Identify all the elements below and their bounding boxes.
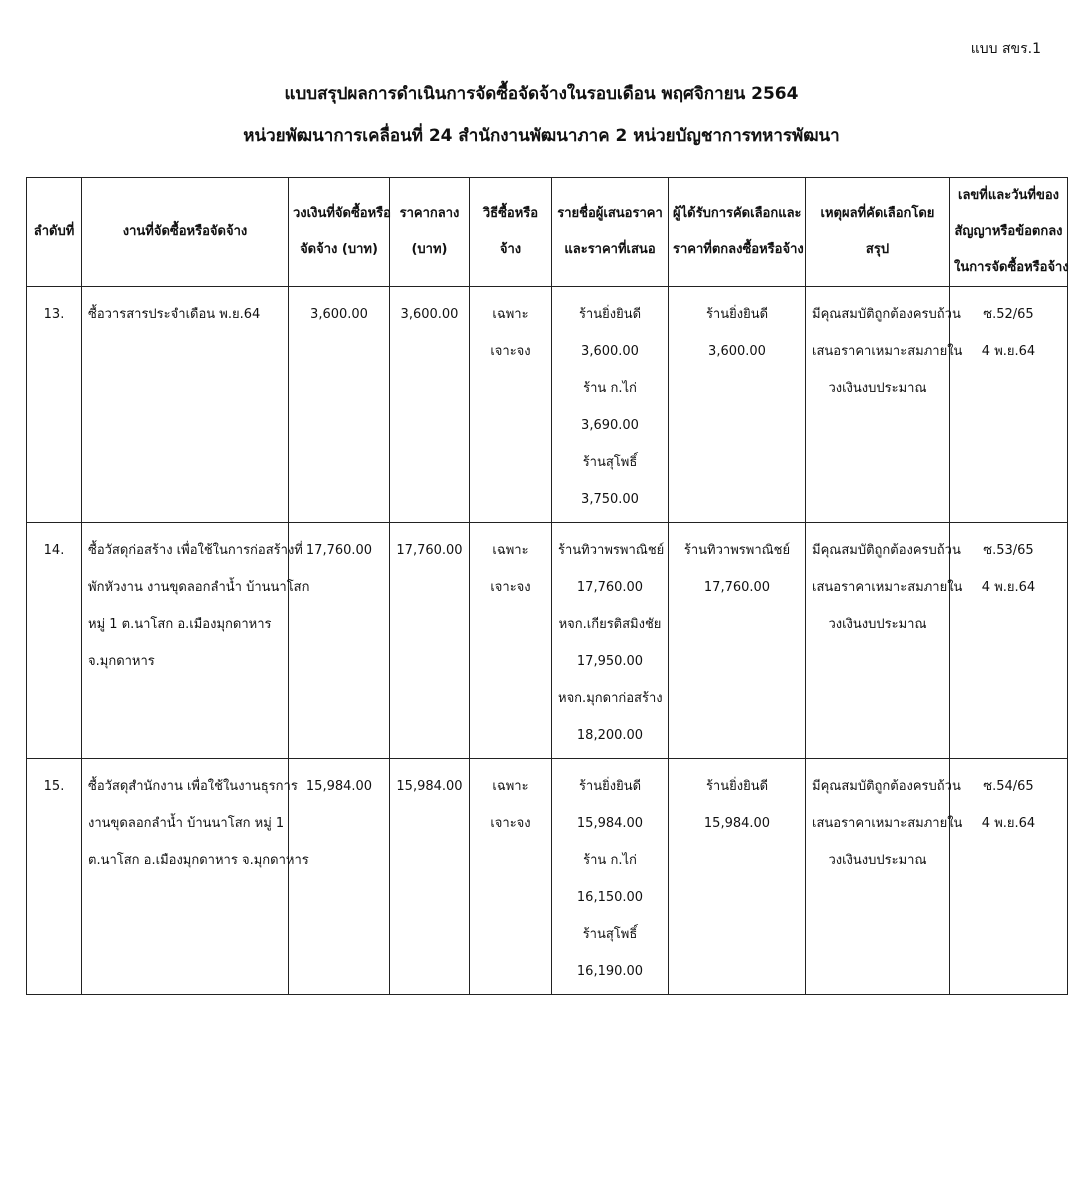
cell-line: และราคาที่เสนอ xyxy=(564,242,656,257)
row-item xyxy=(82,759,309,995)
cell-line: 3,750.00 xyxy=(581,492,639,507)
cell-line: ผู้ได้รับการคัดเลือกและ xyxy=(673,206,802,221)
cell-line: 3,690.00 xyxy=(581,418,639,433)
cell-line: ในการจัดซื้อหรือจ้าง xyxy=(954,260,1069,275)
cell-line: เลขที่และวันที่ของ xyxy=(958,188,1059,203)
row-no: 14. xyxy=(27,523,82,759)
header-item: งานที่จัดซื้อหรือจัดจ้าง xyxy=(82,178,289,287)
header-no: ลำดับที่ xyxy=(27,178,82,287)
cell-line: ร้านยิ่งยินดี xyxy=(705,307,769,322)
cell-line: 15,984.00 xyxy=(576,816,644,831)
row-reason xyxy=(806,759,963,995)
cell-line: 4 พ.ย.64 xyxy=(981,816,1036,831)
cell-line: หจก.เกียรติสมิงชัย xyxy=(558,617,662,632)
row-method: เฉพาะเจาะจง xyxy=(470,287,552,523)
header-method: วิธีซื้อหรือจ้าง xyxy=(470,178,552,287)
row-no: 15. xyxy=(27,759,82,995)
procurement-table xyxy=(26,177,1068,995)
cell-line: ซื้อวัสดุก่อสร้าง เพื่อใช้ในการก่อสร้างที่ xyxy=(88,543,303,558)
report-subtitle: หน่วยพัฒนาการเคลื่อนที่ 24 สำนักงานพัฒนาภาค 2 หน่วยบัญชาการทหารพัฒนา xyxy=(243,126,840,146)
cell-line: ร้านสุโพธิ์ xyxy=(582,455,638,470)
cell-line: เสนอราคาเหมาะสมภายใน xyxy=(812,580,963,595)
row-bidders xyxy=(552,287,669,523)
cell-line: ร้านทิวาพรพาณิชย์ xyxy=(558,543,665,558)
row-budget: 15,984.00 xyxy=(289,759,390,995)
row-median: 3,600.00 xyxy=(390,287,470,523)
report-title: แบบสรุปผลการดำเนินการจัดซื้อจัดจ้างในรอบเดือน พฤศจิกายน 2564 xyxy=(284,84,799,104)
cell-line: วงเงินงบประมาณ xyxy=(828,617,927,632)
cell-line: จัดจ้าง (บาท) xyxy=(300,242,378,257)
header-contract xyxy=(950,178,1068,287)
cell-line: หมู่ 1 ต.นาโสก อ.เมืองมุกดาหาร xyxy=(88,617,272,632)
row-median: 17,760.00 xyxy=(390,523,470,759)
cell-line: ร้าน ก.ไก่ xyxy=(583,853,637,868)
cell-line: งานขุดลอกลำน้ำ บ้านนาโสก หมู่ 1 xyxy=(88,816,285,831)
cell-line: สัญญาหรือข้อตกลง xyxy=(954,224,1063,239)
cell-line: 17,950.00 xyxy=(576,654,644,669)
row-contract xyxy=(950,523,1068,759)
row-method: เฉพาะเจาะจง xyxy=(470,759,552,995)
cell-line: ซ.52/65 xyxy=(983,307,1034,322)
cell-line: ร้านสุโพธิ์ xyxy=(582,927,638,942)
cell-line: วงเงินงบประมาณ xyxy=(828,381,927,396)
header-row xyxy=(27,178,1068,287)
cell-line: ซื้อวารสารประจำเดือน พ.ย.64 xyxy=(88,307,261,322)
cell-line: มีคุณสมบัติถูกต้องครบถ้วน xyxy=(812,307,961,322)
header-winner xyxy=(669,178,806,287)
header-budget xyxy=(289,178,390,287)
table-row xyxy=(27,287,1068,523)
row-winner xyxy=(669,523,806,759)
cell-line: รายชื่อผู้เสนอราคา xyxy=(557,206,663,221)
cell-line: ซ.53/65 xyxy=(983,543,1034,558)
cell-line: ซ.54/65 xyxy=(983,779,1034,794)
cell-line: 4 พ.ย.64 xyxy=(981,344,1036,359)
form-code: แบบ สขร.1 xyxy=(970,41,1041,57)
cell-line: 3,600.00 xyxy=(581,344,639,359)
cell-line: ราคากลาง xyxy=(399,206,460,221)
cell-line: วงเงินที่จัดซื้อหรือ xyxy=(293,206,391,221)
cell-line: 15,984.00 xyxy=(703,816,771,831)
cell-line: มีคุณสมบัติถูกต้องครบถ้วน xyxy=(812,543,961,558)
cell-line: (บาท) xyxy=(411,242,448,257)
header-median xyxy=(390,178,470,287)
cell-line: ร้านยิ่งยินดี xyxy=(578,307,642,322)
row-item xyxy=(82,287,289,523)
cell-line: หจก.มุกดาก่อสร้าง xyxy=(558,691,663,706)
row-bidders xyxy=(552,759,669,995)
row-budget: 17,760.00 xyxy=(289,523,390,759)
row-median: 15,984.00 xyxy=(390,759,470,995)
row-no: 13. xyxy=(27,287,82,523)
row-winner xyxy=(669,287,806,523)
cell-line: 3,600.00 xyxy=(708,344,766,359)
row-reason xyxy=(806,287,963,523)
cell-line: พักหัวงาน งานขุดลอกลำน้ำ บ้านนาโสก xyxy=(88,580,310,595)
header-reason: เหตุผลที่คัดเลือกโดยสรุป xyxy=(806,178,950,287)
cell-line: 17,760.00 xyxy=(703,580,771,595)
cell-line: 16,190.00 xyxy=(576,964,644,979)
row-contract xyxy=(950,287,1068,523)
cell-line: เสนอราคาเหมาะสมภายใน xyxy=(812,344,963,359)
row-winner xyxy=(669,759,806,995)
row-budget: 3,600.00 xyxy=(289,287,390,523)
cell-line: ต.นาโสก อ.เมืองมุกดาหาร จ.มุกดาหาร xyxy=(88,853,309,868)
cell-line: วงเงินงบประมาณ xyxy=(828,853,927,868)
cell-line: 4 พ.ย.64 xyxy=(981,580,1036,595)
row-method: เฉพาะเจาะจง xyxy=(470,523,552,759)
cell-line: 16,150.00 xyxy=(576,890,644,905)
header-bidders xyxy=(552,178,669,287)
cell-line: เสนอราคาเหมาะสมภายใน xyxy=(812,816,963,831)
cell-line: ราคาที่ตกลงซื้อหรือจ้าง xyxy=(673,242,804,257)
table-row xyxy=(27,523,1068,759)
cell-line: จ.มุกดาหาร xyxy=(88,654,155,669)
cell-line: ซื้อวัสดุสำนักงาน เพื่อใช้ในงานธุรการ xyxy=(88,779,298,794)
table-row xyxy=(27,759,1068,995)
row-reason xyxy=(806,523,963,759)
row-bidders xyxy=(552,523,669,759)
cell-line: มีคุณสมบัติถูกต้องครบถ้วน xyxy=(812,779,961,794)
cell-line: ร้านยิ่งยินดี xyxy=(578,779,642,794)
cell-line: ร้านยิ่งยินดี xyxy=(705,779,769,794)
row-contract xyxy=(950,759,1068,995)
cell-line: 17,760.00 xyxy=(576,580,644,595)
cell-line: ร้านทิวาพรพาณิชย์ xyxy=(683,543,791,558)
cell-line: 18,200.00 xyxy=(576,728,644,743)
row-item xyxy=(82,523,310,759)
cell-line: ร้าน ก.ไก่ xyxy=(583,381,637,396)
